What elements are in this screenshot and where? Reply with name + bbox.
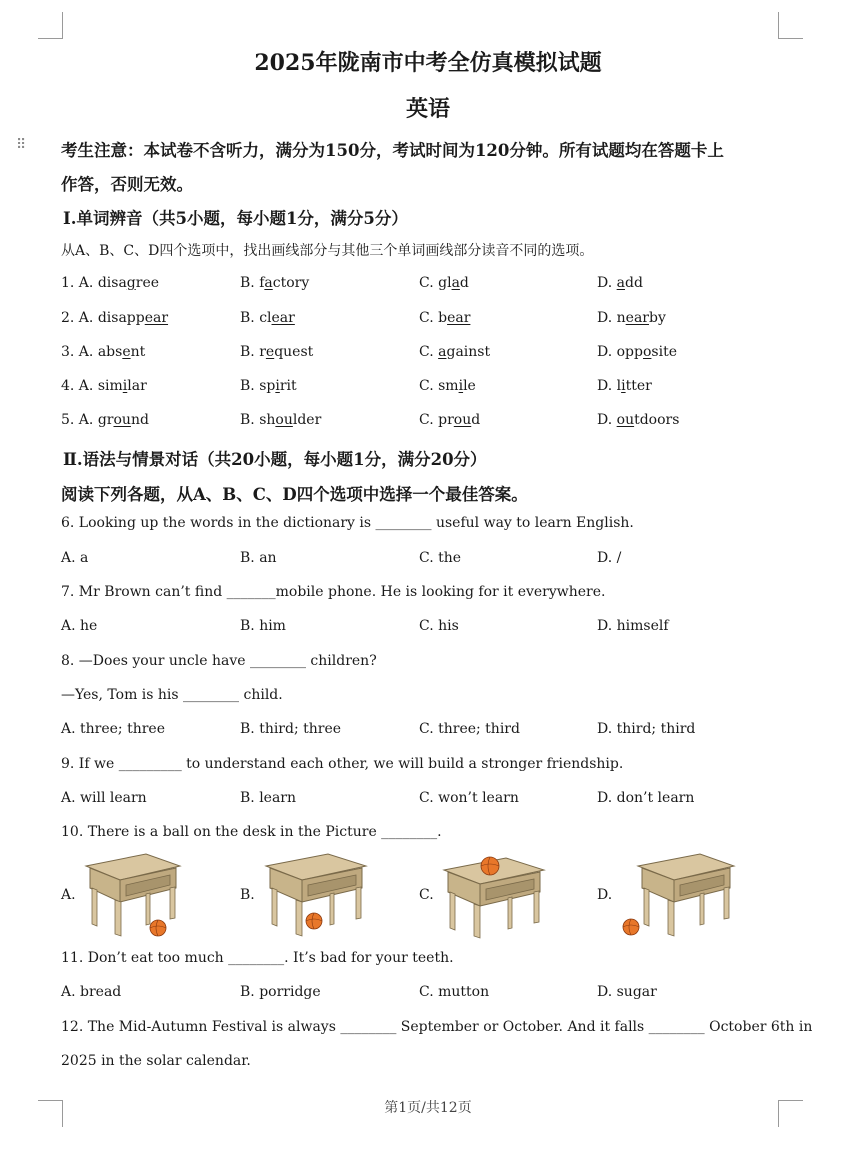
q5-option-a <box>61 412 149 428</box>
q6-option-a: A. a <box>61 550 89 566</box>
q3-option-b <box>240 344 313 360</box>
q10-option-d: D. <box>597 887 613 903</box>
option-text: C. <box>419 344 439 360</box>
q9-option-b: B. learn <box>240 790 297 806</box>
q2-option-d <box>597 310 666 326</box>
option-text: 1. A. disa <box>61 275 127 291</box>
underlined-sound: a <box>451 275 460 291</box>
q4-option-b <box>240 378 297 394</box>
q9-option-c: C. won’t learn <box>419 790 519 806</box>
q8-option-a: A. three; three <box>61 721 165 737</box>
q7-option-d: D. himself <box>597 618 669 634</box>
section-2-instruction: 阅读下列各题，从A、B、C、D四个选项中选择一个最佳答案。 <box>61 485 528 504</box>
underlined-sound: i <box>122 378 128 394</box>
option-text: D. <box>597 412 617 428</box>
desk-picture-b <box>262 852 372 942</box>
q5-option-d <box>597 412 679 428</box>
option-text: D. l <box>597 378 622 394</box>
q2-option-b <box>240 310 295 326</box>
ball-icon <box>150 920 166 936</box>
option-text-rest: d <box>471 412 481 428</box>
option-text: C. pr <box>419 412 454 428</box>
underlined-sound: i <box>275 378 280 394</box>
q10-option-b: B. <box>240 887 255 903</box>
q11-option-b: B. porridge <box>240 984 321 1000</box>
q11-option-c: C. mutton <box>419 984 490 1000</box>
underlined-sound: a <box>264 275 273 291</box>
desk-icon <box>638 854 734 936</box>
question-7-stem: 7. Mr Brown can’t find _______mobile phone. He is looking for it everywhere. <box>61 584 606 600</box>
crop-mark-top-right <box>778 12 803 39</box>
option-text: B. sh <box>240 412 276 428</box>
desk-picture-d <box>618 852 738 942</box>
question-9-stem: 9. If we _________ to understand each other, we will build a stronger friendship. <box>61 756 624 772</box>
q5-option-b <box>240 412 321 428</box>
option-text-rest: nt <box>130 344 146 360</box>
q11-option-a: A. bread <box>61 984 122 1000</box>
underlined-sound: ear <box>144 310 169 326</box>
desk-icon <box>86 854 180 936</box>
option-text-rest: tdoors <box>634 412 680 428</box>
q9-option-d: D. don’t learn <box>597 790 695 806</box>
underlined-sound: ou <box>275 412 293 428</box>
option-text-rest: lar <box>127 378 147 394</box>
crop-mark-top-left <box>38 12 63 39</box>
q11-option-d: D. sugar <box>597 984 657 1000</box>
option-text-rest: by <box>648 310 666 326</box>
q1-option-d <box>597 275 643 291</box>
option-text-rest: quest <box>274 344 314 360</box>
subject-title: 英语 <box>405 96 450 122</box>
q7-option-a: A. he <box>61 618 98 634</box>
q2-option-c <box>419 310 470 326</box>
underlined-sound: ear <box>271 310 295 326</box>
desk-picture-c <box>440 852 550 942</box>
q6-option-b: B. an <box>240 550 277 566</box>
q4-option-c <box>419 378 476 394</box>
question-11-stem: 11. Don’t eat too much ________. It’s bad for your teeth. <box>61 950 454 966</box>
underlined-sound: ear <box>625 310 649 326</box>
option-text: 5. A. gr <box>61 412 114 428</box>
notice-line-1: 考生注意：本试卷不含听力，满分为150分，考试时间为120分钟。所有试题均在答题卡上 <box>61 141 724 160</box>
option-text: B. r <box>240 344 266 360</box>
section-2-heading: Ⅱ.语法与情景对话（共20小题，每小题1分，满分20分） <box>63 450 487 469</box>
q1-option-a <box>61 275 159 291</box>
page-number: 第1页/共12页 <box>384 1100 472 1116</box>
underlined-sound: i <box>621 378 626 394</box>
drag-handle-icon[interactable]: ⠿ <box>16 137 27 153</box>
option-text: 3. A. abs <box>61 344 123 360</box>
q8-option-b: B. third; three <box>240 721 342 737</box>
q1-option-b <box>240 275 309 291</box>
q2-option-a <box>61 310 168 326</box>
underlined-sound: ou <box>113 412 131 428</box>
notice-line-2: 作答，否则无效。 <box>61 175 193 194</box>
q6-option-d: D. / <box>597 550 622 566</box>
option-text: 4. A. sim <box>61 378 123 394</box>
section-1-heading: Ⅰ.单词辨音（共5小题，每小题1分，满分5分） <box>63 209 408 228</box>
option-text-rest: lder <box>292 412 322 428</box>
option-text-rest: rit <box>279 378 297 394</box>
question-8-stem-2: —Yes, Tom is his ________ child. <box>61 687 283 703</box>
section-1-instruction: 从A、B、C、D四个选项中，找出画线部分与其他三个单词画线部分读音不同的选项。 <box>61 243 594 259</box>
ball-icon <box>481 857 499 875</box>
q8-option-d: D. third; third <box>597 721 696 737</box>
exam-title: 2025年陇南市中考全仿真模拟试题 <box>254 50 602 76</box>
underlined-sound: e <box>265 344 275 360</box>
underlined-sound: ear <box>447 310 471 326</box>
option-text: D. <box>597 275 617 291</box>
q1-option-c <box>419 275 469 291</box>
underlined-sound: a <box>616 275 625 291</box>
underlined-sound: o <box>642 344 652 360</box>
question-10-stem: 10. There is a ball on the desk in the Picture ________. <box>61 824 442 840</box>
q9-option-a: A. will learn <box>61 790 147 806</box>
q3-option-d <box>597 344 677 360</box>
q7-option-b: B. him <box>240 618 286 634</box>
option-text-rest: d <box>459 275 469 291</box>
underlined-sound: e <box>122 344 131 360</box>
q3-option-a <box>61 344 145 360</box>
option-text-rest: site <box>651 344 677 360</box>
option-text: D. opp <box>597 344 643 360</box>
option-text-rest: gainst <box>446 344 491 360</box>
q3-option-c <box>419 344 490 360</box>
question-8-stem: 8. —Does your uncle have ________ children? <box>61 653 377 669</box>
q7-option-c: C. his <box>419 618 459 634</box>
option-text: B. sp <box>240 378 276 394</box>
q10-option-a: A. <box>61 887 76 903</box>
question-12-stem: 12. The Mid-Autumn Festival is always ________ September or October. And it falls ________ October 6th in <box>61 1019 813 1035</box>
underlined-sound: i <box>458 378 464 394</box>
option-text: C. gl <box>419 275 452 291</box>
option-text-rest: nd <box>130 412 149 428</box>
option-text: C. sm <box>419 378 459 394</box>
q6-option-c: C. the <box>419 550 462 566</box>
ball-icon <box>306 913 322 929</box>
option-text-rest: dd <box>625 275 643 291</box>
underlined-sound: a <box>438 344 447 360</box>
q10-option-c: C. <box>419 887 434 903</box>
underlined-sound: ou <box>453 412 472 428</box>
option-text: B. f <box>240 275 265 291</box>
option-text: 2. A. disapp <box>61 310 145 326</box>
desk-picture-a <box>84 852 184 942</box>
q5-option-c <box>419 412 480 428</box>
option-text-rest: ctory <box>272 275 310 291</box>
option-text: B. cl <box>240 310 272 326</box>
underlined-sound: ou <box>616 412 635 428</box>
option-text: D. n <box>597 310 626 326</box>
q4-option-d <box>597 378 652 394</box>
q8-option-c: C. three; third <box>419 721 520 737</box>
question-6-stem: 6. Looking up the words in the dictionary is ________ useful way to learn English. <box>61 515 634 531</box>
underlined-sound: g <box>126 275 136 291</box>
option-text-rest: tter <box>625 378 652 394</box>
option-text: C. b <box>419 310 448 326</box>
option-text-rest: ree <box>135 275 160 291</box>
ball-icon <box>623 919 639 935</box>
question-12-stem-2: 2025 in the solar calendar. <box>61 1053 251 1069</box>
option-text-rest: le <box>463 378 476 394</box>
q4-option-a <box>61 378 147 394</box>
